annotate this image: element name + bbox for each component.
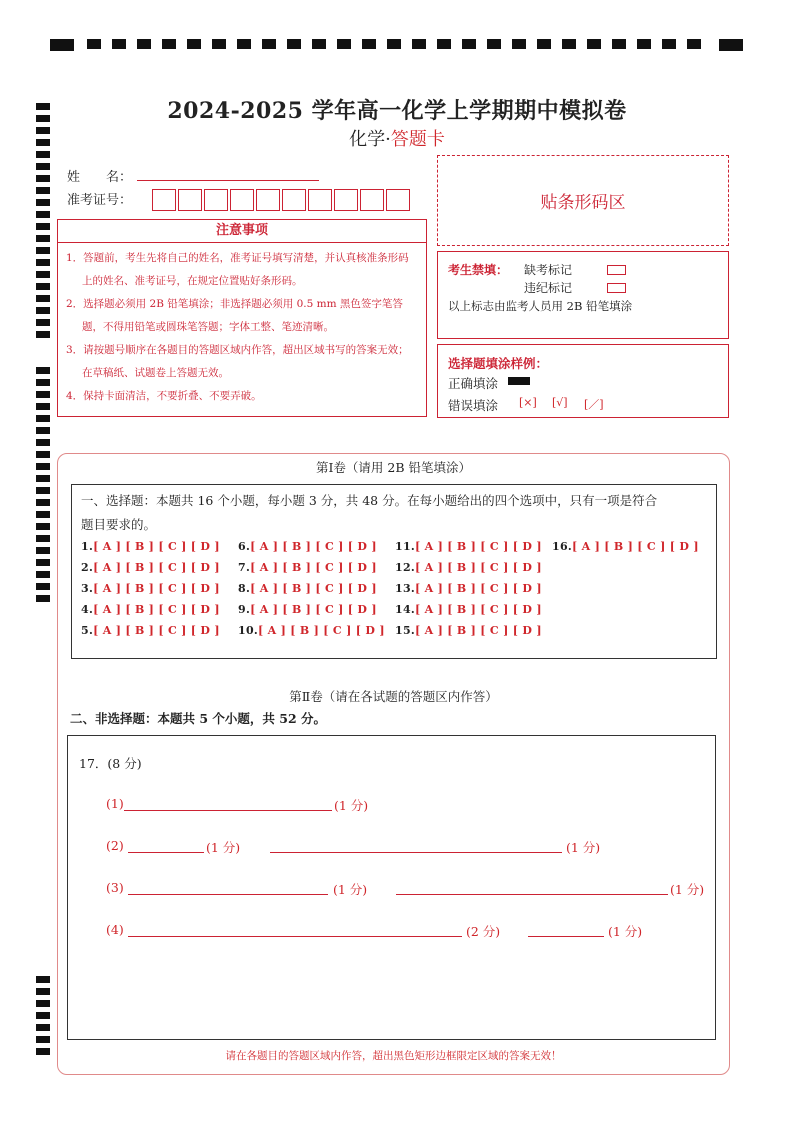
notice-panel: [57, 219, 427, 417]
correct-fill-label: 正确填涂: [448, 376, 499, 391]
q17-part2-label: (2): [106, 838, 124, 853]
q17-part2-score-a: (1 分): [206, 840, 241, 855]
name-field[interactable]: [137, 180, 319, 181]
q17-part3-score-a: (1 分): [333, 882, 368, 897]
wrong-mark: [√]: [552, 396, 568, 409]
part1-title: 第Ⅰ卷（请用 2B 铅笔填涂）: [315, 460, 472, 475]
choice-item-5[interactable]: 5.[ A ] [ B ] [ C ] [ D ]: [81, 624, 220, 637]
notice-list: [66, 247, 418, 408]
fill-sample-title: 选择题填涂样例：: [448, 356, 549, 371]
q17-part2-score-b: (1 分): [566, 840, 601, 855]
q17-part4-blank-a[interactable]: [128, 936, 462, 937]
id-label: 准考证号：: [67, 193, 133, 208]
choice-item-16[interactable]: 16.[ A ] [ B ] [ C ] [ D ]: [552, 540, 699, 553]
choice-item-10[interactable]: 10.[ A ] [ B ] [ C ] [ D ]: [238, 624, 385, 637]
correct-fill-mark: [508, 377, 530, 385]
q17-part3-score-b: (1 分): [670, 882, 705, 897]
subtitle-answer-card: 答题卡: [390, 129, 445, 150]
notice-item: 3．请按题号顺序在各题目的答题区域内作答，超出区域书写的答案无效；在草稿纸、试题卷上答题无效。: [66, 344, 409, 379]
choice-item-11[interactable]: 11.[ A ] [ B ] [ C ] [ D ]: [395, 540, 542, 553]
q17-part3-blank-a[interactable]: [128, 894, 328, 895]
examiner-only-label: 考生禁填：: [448, 263, 509, 277]
examiner-note: 以上标志由监考人员用 2B 铅笔填涂: [448, 299, 633, 313]
choice-item-12[interactable]: 12.[ A ] [ B ] [ C ] [ D ]: [395, 561, 542, 574]
name-label: 姓 名：: [67, 170, 133, 185]
barcode-area: [437, 155, 729, 246]
q17-part4-blank-b[interactable]: [528, 936, 604, 937]
q17-answer-box: [67, 735, 716, 1040]
q17-part2-blank-b[interactable]: [270, 852, 562, 853]
q17-part4-score-a: (2 分): [466, 924, 501, 939]
q17-part1-blank[interactable]: [124, 810, 332, 811]
choice-item-3[interactable]: 3.[ A ] [ B ] [ C ] [ D ]: [81, 582, 220, 595]
page-title: 2024-2025 学年高一化学上学期期中模拟卷: [167, 98, 627, 124]
part2-title: 第Ⅱ卷（请在各试题的答题区内作答）: [289, 689, 498, 704]
page-subtitle: [0, 125, 794, 151]
notice-item: 1．答题前，考生先将自己的姓名，准考证号填写清楚，并认真核准条形码上的姓名、准考证号，在规定位置贴好条形码。: [66, 252, 409, 287]
notice-item: 4．保持卡面清洁，不要折叠、不要弄破。: [66, 390, 262, 402]
choice-item-13[interactable]: 13.[ A ] [ B ] [ C ] [ D ]: [395, 582, 542, 595]
notice-item: 2．选择题必须用 2B 铅笔填涂；非选择题必须用 0.5 mm 黑色签字笔答题，不得用铅笔或圆珠笔答题；字体工整、笔迹清晰。: [66, 298, 403, 333]
absent-mark-box[interactable]: [607, 265, 626, 275]
q17-part1-score: (1 分): [334, 798, 369, 813]
wrong-fill-label: 错误填涂: [448, 398, 499, 413]
violation-mark-label: 违纪标记: [524, 281, 573, 295]
absent-mark-label: 缺考标记: [524, 263, 573, 277]
notice-title: 注意事项: [58, 220, 426, 243]
q17-part4-score-b: (1 分): [608, 924, 643, 939]
choice-item-9[interactable]: 9.[ A ] [ B ] [ C ] [ D ]: [238, 603, 377, 616]
choice-item-15[interactable]: 15.[ A ] [ B ] [ C ] [ D ]: [395, 624, 542, 637]
part2-footer-note: 请在各题目的答题区域内作答，超出黑色矩形边框限定区域的答案无效！: [225, 1050, 562, 1062]
examiner-only-panel: [437, 251, 729, 339]
violation-mark-box[interactable]: [607, 283, 626, 293]
choice-item-2[interactable]: 2.[ A ] [ B ] [ C ] [ D ]: [81, 561, 220, 574]
part1-instruction-cont: 题目要求的。: [81, 517, 157, 532]
subtitle-subject: 化学·: [349, 129, 391, 150]
choice-item-6[interactable]: 6.[ A ] [ B ] [ C ] [ D ]: [238, 540, 377, 553]
wrong-mark: [／]: [584, 398, 604, 411]
choice-item-14[interactable]: 14.[ A ] [ B ] [ C ] [ D ]: [395, 603, 542, 616]
q17-label: 17．(8 分): [79, 756, 142, 771]
choice-item-4[interactable]: 4.[ A ] [ B ] [ C ] [ D ]: [81, 603, 220, 616]
wrong-mark: [×]: [519, 396, 537, 409]
choice-item-1[interactable]: 1.[ A ] [ B ] [ C ] [ D ]: [81, 540, 220, 553]
choice-item-8[interactable]: 8.[ A ] [ B ] [ C ] [ D ]: [238, 582, 377, 595]
part1-instruction: 一、选择题：本题共 16 个小题，每小题 3 分，共 48 分。在每小题给出的四个选项中，只有一项是符合: [81, 493, 658, 508]
q17-part3-blank-b[interactable]: [396, 894, 668, 895]
barcode-label: 贴条形码区: [540, 193, 626, 213]
q17-part3-label: (3): [106, 880, 124, 895]
q17-part1-label: (1): [106, 796, 124, 811]
choice-item-7[interactable]: 7.[ A ] [ B ] [ C ] [ D ]: [238, 561, 377, 574]
part2-instruction: 二、非选择题：本题共 5 个小题，共 52 分。: [70, 711, 327, 726]
q17-part4-label: (4): [106, 922, 124, 937]
q17-part2-blank-a[interactable]: [128, 852, 204, 853]
fill-sample-panel: [437, 344, 729, 418]
